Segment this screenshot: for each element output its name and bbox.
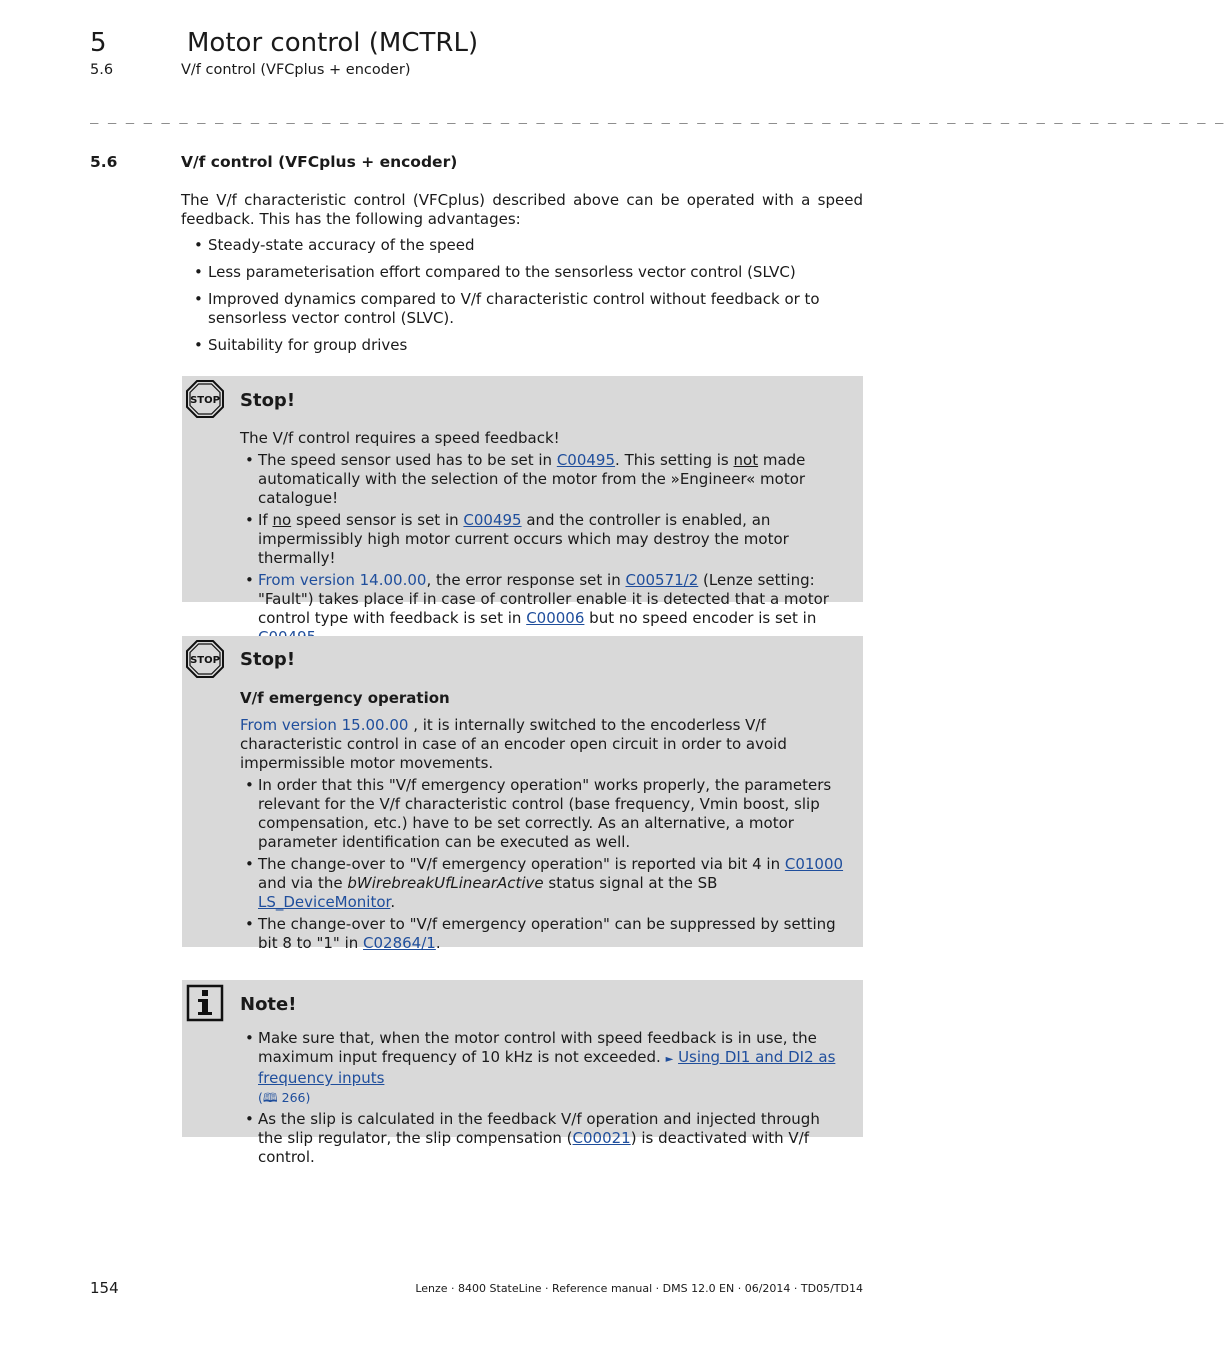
param-link-c01000[interactable]: C01000 (784, 855, 844, 873)
param-link-c00571-2[interactable]: C00571/2 (625, 571, 699, 589)
stop-title: Stop! (240, 390, 296, 411)
note-title: Note! (240, 994, 297, 1015)
book-icon: 🕮 (262, 1090, 278, 1105)
note-box (182, 980, 863, 1166)
version-note: From version 15.00.00 (240, 716, 409, 734)
list-item: • Steady-state accuracy of the speed (181, 236, 863, 255)
footer-text: Lenze · 8400 StateLine · Reference manual · DMS 12.0 EN · 06/2014 · TD05/TD14 (415, 1282, 863, 1295)
stop-body (240, 689, 844, 953)
advantages-list (181, 236, 863, 363)
list-item: • The change-over to "V/f emergency operation" can be suppressed by setting bit 8 to "1" in C02864/1. (240, 915, 844, 953)
stop-icon (186, 640, 224, 682)
param-link-c00495[interactable]: C00495 (556, 451, 616, 469)
list-item: • Suitability for group drives (181, 336, 863, 355)
list-item: • Less parameterisation effort compared to the sensorless vector control (SLVC) (181, 263, 863, 282)
list-item: • Improved dynamics compared to V/f characteristic control without feedback or to sensorless vector control (SLVC). (181, 290, 863, 328)
subsection-number: 5.6 (90, 62, 114, 78)
list-item: • The speed sensor used has to be set in C00495. This setting is not made automatically with the selection of the motor from the »Engineer« motor catalogue! (240, 451, 844, 508)
param-link-c00021[interactable]: C00021 (572, 1129, 631, 1147)
param-link-c00006[interactable]: C00006 (526, 609, 585, 627)
link-frequency-inputs[interactable]: Using DI1 and DI2 as frequency inputs (258, 1048, 836, 1087)
header-rule: _ _ _ _ _ _ _ _ _ _ _ _ _ _ _ _ _ _ _ _ _ _ _ _ _ _ _ _ _ _ _ _ _ _ _ _ _ _ _ _ _ _ _ _ _ _ _ _ _ _ _ _ _ _ _ _ _ _ _ _ _ _ _ _ (90, 108, 1224, 124)
param-link-c00495[interactable]: C00495 (463, 511, 522, 529)
arrow-right-icon: ► (665, 1054, 674, 1065)
list-item: • Make sure that, when the motor control with speed feedback is in use, the maximum input frequency of 10 kHz is not exceeded. ► Using DI1 and DI2 as frequency inputs (🕮 266) (240, 1029, 844, 1107)
list-item: • The change-over to "V/f emergency operation" is reported via bit 4 in C01000 and via the bWirebreakUfLinearActive status signal at the SB LS_DeviceMonitor. (240, 855, 844, 912)
section-title: V/f control (VFCplus + encoder) (181, 153, 458, 171)
svg-text:STOP: STOP (190, 655, 220, 666)
info-icon (186, 984, 224, 1026)
stop-subheading: V/f emergency operation (240, 689, 450, 707)
list-item: • If no speed sensor is set in C00495 and the controller is enabled, an impermissibly high motor current occurs which may destroy the motor thermally! (240, 511, 844, 568)
list-item: • In order that this "V/f emergency operation" works properly, the parameters relevant for the V/f characteristic control (base frequency, Vmin boost, slip compensation, etc.) have to be set correctly. As an alternative, a motor parameter identification can be executed as well. (240, 776, 844, 852)
param-link-c02864-1[interactable]: C02864/1 (363, 934, 436, 952)
note-body (240, 1026, 844, 1167)
page-number: 154 (90, 1279, 119, 1297)
page-reference[interactable]: (🕮 266) (258, 1090, 311, 1105)
stop-lead: The V/f control requires a speed feedback! (240, 429, 560, 447)
stop-title: Stop! (240, 649, 296, 670)
link-ls-devicemonitor[interactable]: LS_DeviceMonitor (258, 893, 391, 911)
list-item: • From version 14.00.00, the error response set in C00571/2 (Lenze setting: "Fault") takes place if in case of controller enable it is detected that a motor control type with feedback is set in C00006 but no speed encoder is set in (240, 571, 844, 647)
subsection-title: V/f control (VFCplus + encoder) (181, 62, 411, 78)
intro-paragraph: The V/f characteristic control (VFCplus) described above can be operated with a speed feedback. This has the following advantages: (181, 191, 863, 228)
stop-box-emergency-operation (182, 636, 863, 952)
section-number: 5.6 (90, 153, 118, 171)
stop-icon (186, 380, 224, 422)
stop-lead: From version 15.00.00 , it is internally switched to the encoderless V/f characteristic control in case of an encoder open circuit in order to avoid impermissible motor movements. (240, 716, 787, 772)
stop-body (240, 429, 844, 647)
chapter-number: 5 (90, 28, 107, 58)
version-note: From version 14.00.00 (258, 571, 427, 589)
svg-text:STOP: STOP (190, 395, 220, 406)
list-item: • As the slip is calculated in the feedback V/f operation and injected through the slip regulator, the slip compensation (C00021) is deactivated with V/f control. (240, 1110, 844, 1167)
chapter-title: Motor control (MCTRL) (187, 28, 479, 58)
stop-box-speed-feedback (182, 376, 863, 627)
